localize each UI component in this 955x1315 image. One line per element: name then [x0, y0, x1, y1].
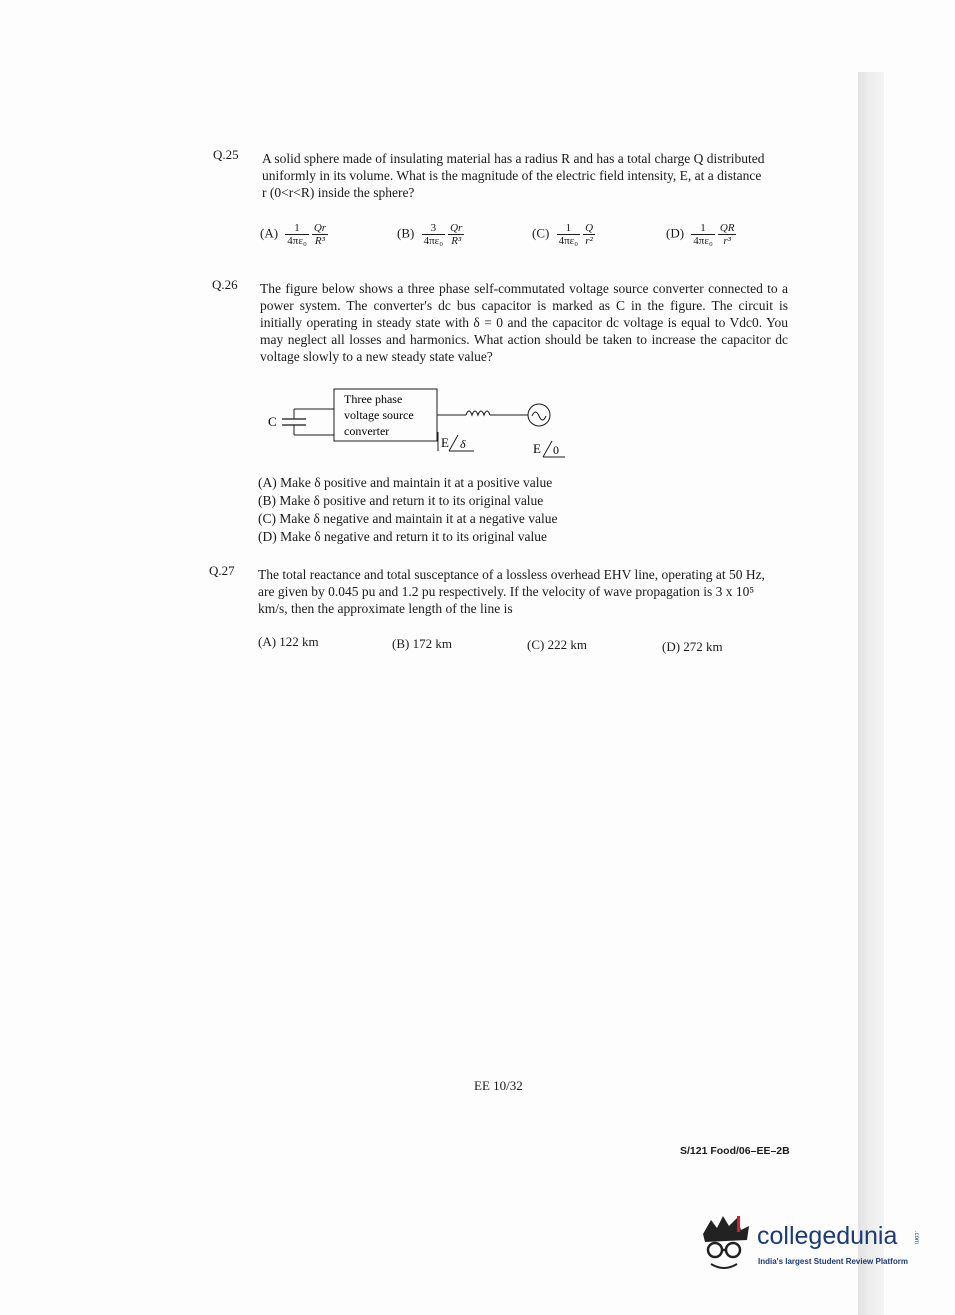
box-line-3: converter [344, 424, 390, 438]
frac-num: Qr [450, 222, 463, 234]
frac-num: QR [719, 222, 735, 234]
q27-option-a[interactable]: (A) 122 km [258, 634, 319, 649]
converter-circuit-diagram [260, 385, 580, 465]
q26-option-d[interactable]: (D) Make δ negative and return it to its original value [258, 529, 548, 544]
q27-option-c[interactable]: (C) 222 km [527, 637, 587, 652]
option-label: (C) [532, 225, 550, 241]
const-den: 4πε₀ [693, 235, 713, 247]
frac-den: r² [585, 235, 593, 247]
q25-number: Q.25 [213, 147, 239, 162]
q25-text: A solid sphere made of insulating material has a radius R and has a total charge Q distributed uniformly in its volume. What is the magnitude of the electric field intensity, E, at a distance r (0<r<R) inside the sphere? [262, 151, 765, 200]
option-label: (B) [397, 225, 415, 241]
const-den: 4πε₀ [558, 235, 579, 247]
inductor [466, 411, 490, 415]
const-num: 1 [691, 222, 715, 235]
const-den: 4πε₀ [287, 235, 307, 247]
option-label: (A) [260, 225, 279, 241]
logo-tagline: India's largest Student Review Platform [758, 1257, 908, 1266]
source-angle: 0 [553, 443, 559, 457]
frac-den: R³ [451, 235, 462, 247]
frac-num: Qr [313, 222, 327, 234]
const-num: 1 [557, 222, 581, 235]
q27-text: The total reactance and total susceptance of a lossless overhead EHV line, operating at 50 Hz, are given by 0.045 pu and 1.2 pu respectively. If the velocity of wave propagation is 3 x 10⁵ km/s, then the approximate length of the line is [258, 567, 765, 616]
q25-option-d[interactable] [666, 222, 739, 247]
capacitor-label: C [268, 414, 277, 429]
converter-angle: δ [460, 437, 466, 451]
q27-number: Q.27 [209, 563, 235, 578]
frac-num: Q [585, 222, 594, 234]
q25-option-c[interactable] [532, 222, 598, 247]
page-edge-shadow [858, 72, 884, 1315]
logo-wordmark: collegedunia [757, 1222, 898, 1250]
q26-number: Q.26 [212, 277, 238, 292]
q25-option-a[interactable] [260, 222, 331, 247]
q26-option-b[interactable]: (B) Make δ positive and return it to its original value [258, 493, 544, 508]
box-line-2: voltage source [344, 408, 414, 422]
logo-suffix: .com [913, 1231, 919, 1245]
const-num: 3 [422, 222, 446, 235]
collegedunia-mascot-icon [697, 1212, 755, 1274]
frac-den: R³ [314, 235, 325, 247]
q26-option-a[interactable]: (A) Make δ positive and maintain it at a positive value [258, 475, 553, 490]
source-voltage: E [533, 441, 541, 456]
box-line-1: Three phase [344, 392, 403, 406]
frac-den: r³ [723, 235, 731, 247]
page-number: EE 10/32 [474, 1078, 523, 1093]
paper-code: S/121 Food/06–EE–2B [680, 1145, 790, 1157]
const-num: 1 [285, 222, 309, 235]
q26-text: The figure below shows a three phase self-commutated voltage source converter connected to a power system. The converter's dc bus capacitor is marked as C in the figure. The circuit is initially operating in steady state with δ = 0 and the capacitor dc voltage is equal to Vdc0. You may neglect all losses and harmonics. What action should be taken to increase the capacitor dc voltage slowly to a new steady state value? [260, 281, 788, 364]
q26-option-c[interactable]: (C) Make δ negative and maintain it at a negative value [258, 511, 558, 526]
q27-option-b[interactable]: (B) 172 km [392, 636, 452, 651]
q27-option-d[interactable]: (D) 272 km [662, 639, 723, 654]
option-label: (D) [666, 225, 685, 241]
q26-options [258, 474, 558, 546]
converter-voltage: E [441, 435, 449, 450]
const-den: 4πε₀ [423, 235, 444, 247]
q25-option-b[interactable] [397, 222, 467, 247]
